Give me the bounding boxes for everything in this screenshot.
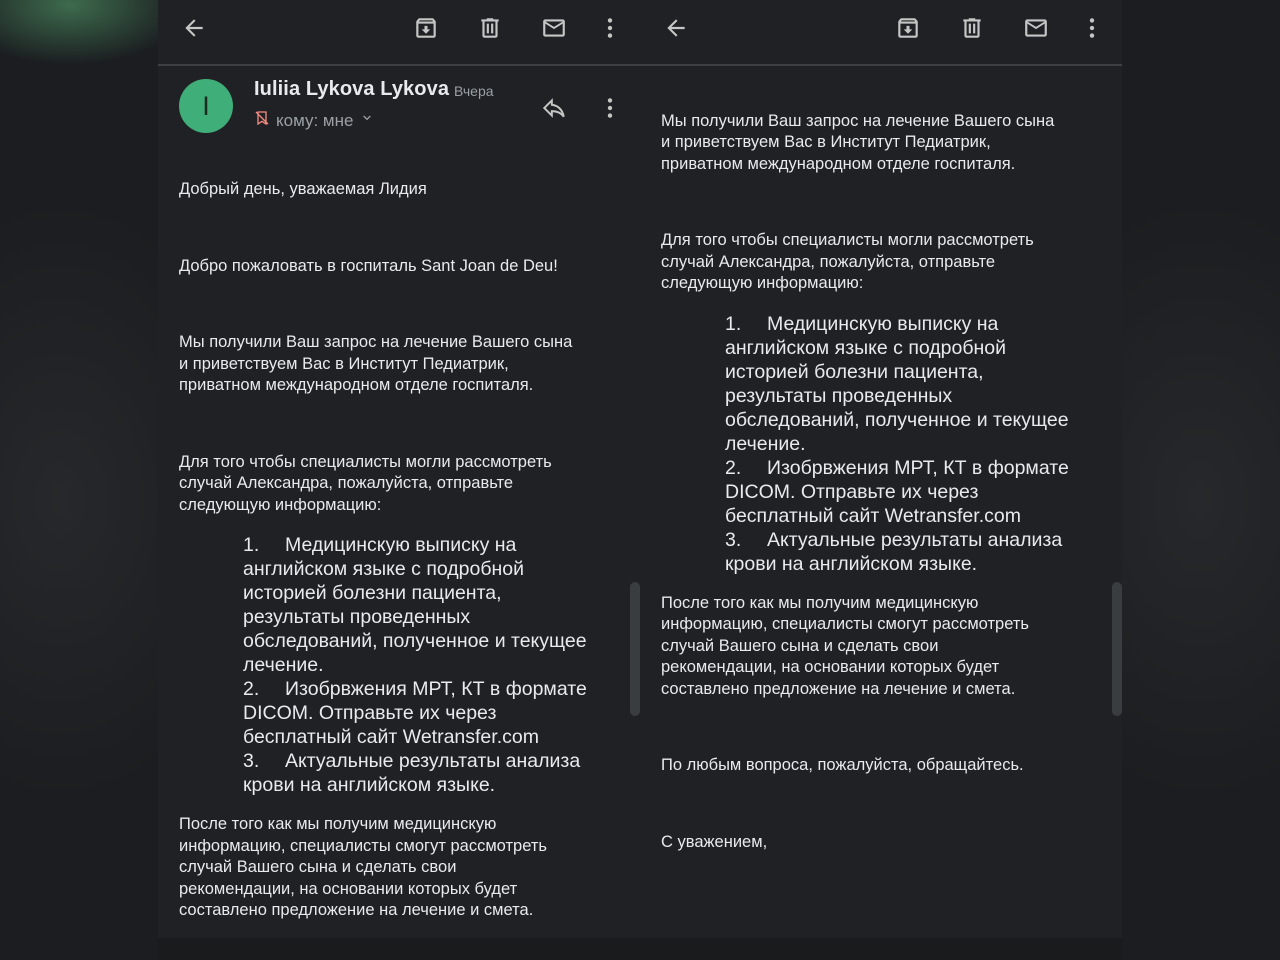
text-line: рекомендации, на основании которых будет xyxy=(661,658,1000,676)
request-paragraph xyxy=(661,111,1101,176)
sender-header xyxy=(158,66,640,160)
text-line: информацию, специалисты смогут рассмотреть xyxy=(179,836,547,855)
list-number: 3. xyxy=(725,528,742,551)
text-line: Мы получили Ваш запрос на лечение Вашего сына xyxy=(179,333,573,351)
text-line: Для того чтобы специалисты могли рассмотреть xyxy=(179,452,552,471)
text-line: случай Вашего сына и сделать свои xyxy=(661,636,939,655)
text-line: результаты проведенных xyxy=(725,384,953,407)
text-line: приватном международном отделе госпиталя. xyxy=(661,154,1016,173)
signoff-line: С уважением, xyxy=(661,832,768,851)
text-line: информацию, специалисты смогут рассмотреть xyxy=(661,615,1029,633)
list-item xyxy=(725,456,1112,528)
sender-name[interactable]: Iuliia Lykova Lykova xyxy=(254,78,450,100)
toolbar-divider xyxy=(158,64,640,66)
text-line: Изобрвжения МРТ, КТ в формате xyxy=(767,456,1069,479)
text-line: и приветствуем Вас в Институт Педиатрик, xyxy=(179,354,509,373)
text-line: следующую информацию: xyxy=(179,495,382,514)
link-text: бесплатный сайт Wetransfer.com xyxy=(725,504,1021,527)
text-line: английском языке с подробной xyxy=(243,558,525,580)
request-paragraph xyxy=(179,332,619,397)
mail-icon[interactable] xyxy=(1020,12,1052,44)
text-line: лечение. xyxy=(725,432,806,455)
text-line: крови на английском языке. xyxy=(725,552,978,575)
more-vert-icon[interactable] xyxy=(1076,12,1108,44)
list-number: 1. xyxy=(725,312,742,335)
archive-icon[interactable] xyxy=(410,12,442,44)
text-line: английском языке с подробной xyxy=(725,336,1007,359)
after-paragraph xyxy=(179,814,619,922)
text-line: Изобрвжения МРТ, КТ в формате xyxy=(285,678,587,700)
trash-icon[interactable] xyxy=(956,12,988,44)
email-view-right xyxy=(640,0,1122,960)
email-view-left xyxy=(158,0,640,960)
bottom-edge xyxy=(158,938,1122,960)
list-number: 2. xyxy=(243,678,260,700)
chevron-down-icon xyxy=(359,110,375,131)
mail-icon[interactable] xyxy=(538,12,570,44)
text-line: составлено предложение на лечение и смета. xyxy=(661,679,1016,698)
list-item xyxy=(243,533,630,677)
text-line: Актуальные результаты анализа xyxy=(285,750,581,772)
top-app-bar xyxy=(158,0,640,64)
toolbar-divider xyxy=(640,64,1122,66)
text-line: составлено предложение на лечение и смета. xyxy=(179,901,534,919)
message-body xyxy=(158,66,640,922)
list-item xyxy=(243,677,630,749)
list-number: 3. xyxy=(243,750,260,772)
label-off-icon xyxy=(254,110,270,131)
text-line: следующую информацию: xyxy=(661,274,864,292)
info-paragraph xyxy=(661,230,1101,295)
scrollbar-thumb[interactable] xyxy=(1112,582,1122,716)
trash-icon[interactable] xyxy=(474,12,506,44)
text-line: приватном международном отделе госпиталя. xyxy=(179,376,534,394)
info-paragraph xyxy=(179,452,619,517)
recipient-toggle[interactable] xyxy=(254,110,375,131)
list-item xyxy=(243,749,630,797)
text-line: историей болезни пациента, xyxy=(243,582,502,604)
list-number: 2. xyxy=(725,456,742,479)
scrollbar-thumb[interactable] xyxy=(630,582,640,716)
welcome-line: Добро пожаловать в госпиталь Sant Joan de Deu! xyxy=(179,256,558,275)
text-line: случай Вашего сына и сделать свои xyxy=(179,858,457,876)
requirements-list xyxy=(725,312,1112,576)
text-line: обследований, полученное и текущее xyxy=(243,630,587,652)
more-vert-icon[interactable] xyxy=(594,92,626,124)
text-line: случай Александра, пожалуйста, отправьте xyxy=(661,252,996,271)
list-number: 1. xyxy=(243,534,260,556)
text-line: крови на английском языке. xyxy=(243,774,496,796)
message-time: Вчера xyxy=(454,83,494,99)
text-line: После того как мы получим медицинскую xyxy=(179,815,497,833)
text-line: DICOM. Отправьте их через xyxy=(725,480,979,503)
recipient-label: кому: мне xyxy=(276,110,354,130)
text-line: Медицинскую выписку на xyxy=(767,312,999,335)
message-body xyxy=(640,34,1122,853)
text-line: Медицинскую выписку на xyxy=(285,534,517,556)
text-line: рекомендации, на основании которых будет xyxy=(179,879,518,898)
link-text: бесплатный сайт Wetransfer.com xyxy=(243,726,539,748)
text-line: обследований, полученное и текущее xyxy=(725,408,1069,431)
avatar[interactable]: I xyxy=(179,79,233,133)
after-paragraph xyxy=(661,593,1101,701)
text-line: и приветствуем Вас в Институт Педиатрик, xyxy=(661,133,991,151)
text-line: Для того чтобы специалисты могли рассмотреть xyxy=(661,231,1034,249)
archive-icon[interactable] xyxy=(892,12,924,44)
arrow-back-icon[interactable] xyxy=(178,12,210,44)
questions-line: По любым вопроса, пожалуйста, обращайтесь. xyxy=(661,756,1024,774)
top-app-bar xyxy=(640,0,1122,64)
greeting: Добрый день, уважаемая Лидия xyxy=(179,180,427,198)
text-line: После того как мы получим медицинскую xyxy=(661,593,979,612)
text-line: лечение. xyxy=(243,654,324,676)
text-line: DICOM. Отправьте их через xyxy=(243,702,497,724)
list-item xyxy=(725,528,1112,576)
more-vert-icon[interactable] xyxy=(594,12,626,44)
list-item xyxy=(725,312,1112,456)
text-line: результаты проведенных xyxy=(243,606,471,628)
arrow-back-icon[interactable] xyxy=(660,12,692,44)
requirements-list xyxy=(243,533,630,797)
text-line: случай Александра, пожалуйста, отправьте xyxy=(179,474,514,492)
reply-icon[interactable] xyxy=(538,92,570,124)
text-line: Актуальные результаты анализа xyxy=(767,528,1063,551)
text-line: Мы получили Ваш запрос на лечение Вашего сына xyxy=(661,111,1055,130)
text-line: историей болезни пациента, xyxy=(725,360,984,383)
